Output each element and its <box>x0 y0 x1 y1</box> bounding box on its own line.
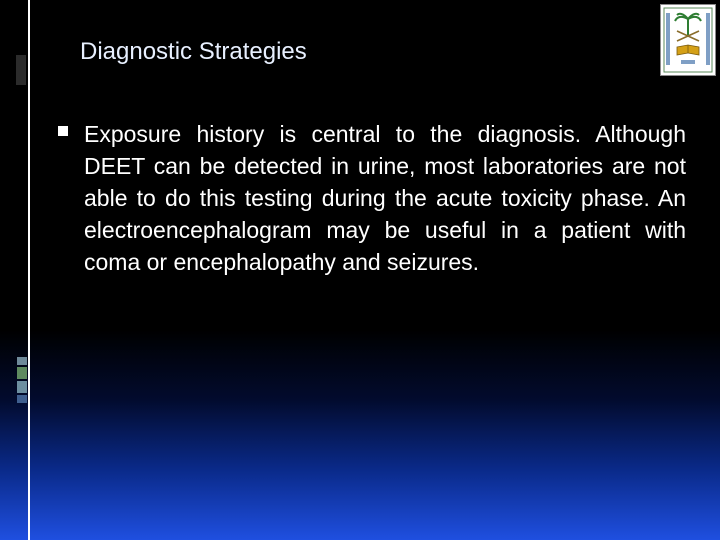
side-accent-square <box>17 395 27 403</box>
square-bullet-icon <box>58 126 68 136</box>
side-accent-square <box>17 357 27 365</box>
left-divider-line <box>28 0 30 540</box>
bullet-list <box>58 118 686 278</box>
side-accent-square <box>17 381 27 393</box>
university-seal-icon <box>660 4 716 76</box>
bullet-text: Exposure history is central to the diagnosis. Although DEET can be detected in urine, most laboratories are not able to do this testing during the acute toxicity phase. An electroencephalogram may be useful in a patient with coma or encephalopathy and seizures. <box>84 121 686 275</box>
side-accent-square <box>17 367 27 379</box>
slide-title: Diagnostic Strategies <box>80 38 307 65</box>
title-accent-bar <box>16 55 26 85</box>
